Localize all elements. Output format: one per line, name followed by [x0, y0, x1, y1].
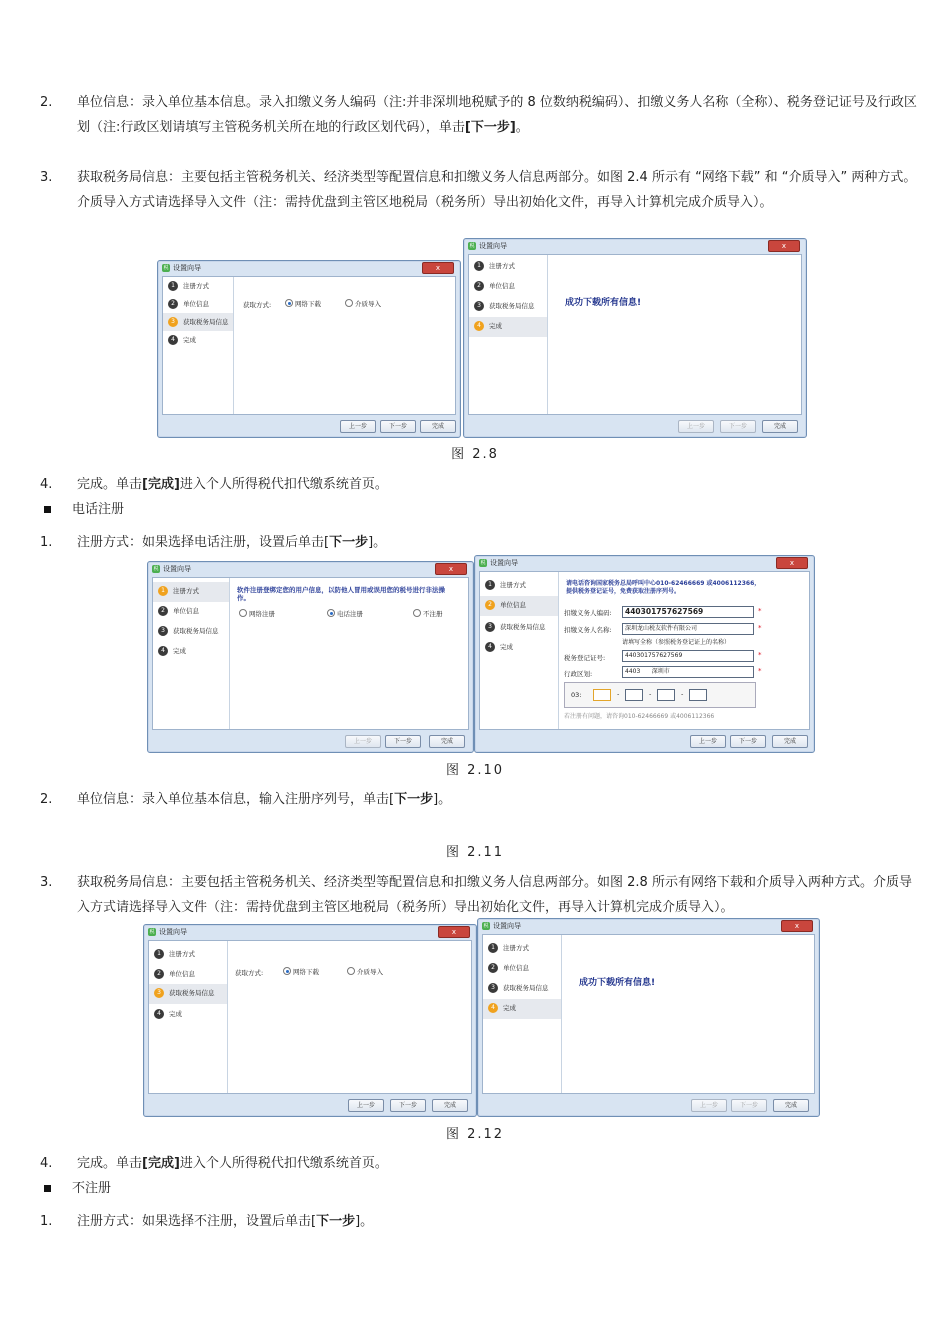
- finish-button[interactable]: 完成: [420, 420, 456, 433]
- paragraph-text: 完成。单击[完成]进入个人所得税代扣代缴系统首页。: [77, 1156, 388, 1171]
- close-button[interactable]: x: [422, 262, 454, 274]
- step-item[interactable]: 1 注册方式: [483, 939, 561, 957]
- step-item[interactable]: 1 注册方式: [163, 277, 233, 295]
- step-item[interactable]: 2 单位信息: [163, 295, 233, 313]
- list-number: 4.: [40, 477, 53, 492]
- dash: -: [649, 690, 652, 698]
- step-item[interactable]: 4 完成: [149, 1005, 227, 1023]
- phone-notice: 请电话咨询国家税务总局呼叫中心010-62466669 或4006112366，提供税务登记证号，免费获取注册序列号。: [566, 580, 761, 595]
- prev-button[interactable]: 上一步: [345, 735, 381, 748]
- radio-no-register[interactable]: 不注册: [413, 609, 443, 618]
- required-marker: *: [758, 624, 762, 632]
- serial-group: [564, 682, 756, 708]
- step-item-active[interactable]: 4 完成: [469, 317, 547, 337]
- title-bar: [478, 919, 819, 933]
- wizard-dialog-unit-info: [474, 555, 815, 753]
- serial-prefix: 03:: [571, 691, 582, 699]
- list-number: 2.: [40, 792, 53, 807]
- app-icon: 税: [153, 566, 159, 572]
- step-item-active[interactable]: 4 完成: [483, 999, 561, 1019]
- step-finish: [40, 472, 920, 497]
- list-number: 4.: [40, 1156, 53, 1171]
- wizard-dialog-fetch-2: [143, 924, 477, 1117]
- fetch-method-label: 获取方式:: [243, 301, 272, 309]
- close-button[interactable]: x: [768, 240, 800, 252]
- step-item[interactable]: 2 单位信息: [483, 959, 561, 977]
- dash: -: [681, 690, 684, 698]
- radio-network-register[interactable]: 网络注册: [239, 609, 275, 618]
- finish-button[interactable]: 完成: [432, 1099, 468, 1112]
- name-label: 扣缴义务人名称:: [564, 626, 612, 634]
- next-button[interactable]: 下一步: [731, 1099, 767, 1112]
- wizard-steps: [149, 941, 228, 1093]
- step-item[interactable]: 2 单位信息: [153, 602, 229, 620]
- section-phone-registration: [40, 497, 240, 522]
- section-heading: 电话注册: [72, 502, 125, 517]
- step-item[interactable]: 1 注册方式: [469, 257, 547, 275]
- next-button[interactable]: 下一步: [380, 420, 416, 433]
- paragraph-text: 注册方式：如果选择电话注册，设置后单击[下一步]。: [77, 535, 387, 550]
- next-button[interactable]: 下一步: [730, 735, 766, 748]
- next-button[interactable]: 下一步: [720, 420, 756, 433]
- step-register-method: [40, 530, 920, 555]
- wizard-dialog-fetch: [157, 260, 461, 438]
- serial-input-3[interactable]: [657, 689, 675, 701]
- dialog-title: 设置向导: [479, 242, 507, 250]
- register-notice: 软件注册登绑定您的用户信息，以防他人冒用或误用您的税号进行非法操作。: [237, 586, 445, 602]
- close-button[interactable]: x: [781, 920, 813, 932]
- radio-media-import[interactable]: 介质导入: [347, 967, 383, 976]
- step-item-active[interactable]: 3 获取税务局信息: [163, 313, 233, 331]
- dialog-title: 设置向导: [493, 922, 521, 930]
- wizard-steps: [469, 255, 548, 414]
- step-fetch-info: [40, 165, 920, 241]
- radio-network-download[interactable]: 网络下载: [283, 967, 319, 976]
- list-number: 1.: [40, 1214, 53, 1229]
- figure-caption: 图 2.10: [445, 763, 505, 778]
- dash: -: [617, 690, 620, 698]
- prev-button[interactable]: 上一步: [691, 1099, 727, 1112]
- prev-button[interactable]: 上一步: [340, 420, 376, 433]
- step-item[interactable]: 2 单位信息: [149, 965, 227, 983]
- fetch-method-label: 获取方式:: [235, 969, 264, 977]
- required-marker: *: [758, 667, 762, 675]
- title-bar: [148, 562, 473, 576]
- dialog-title: 设置向导: [490, 559, 518, 567]
- wizard-dialog-success-2: [477, 918, 820, 1117]
- figure-caption: 图 2.11: [445, 845, 505, 860]
- step-item[interactable]: 2 单位信息: [469, 277, 547, 295]
- finish-button[interactable]: 完成: [762, 420, 798, 433]
- step-item[interactable]: 4 完成: [153, 642, 229, 660]
- step-item[interactable]: 3 获取税务局信息: [153, 622, 229, 640]
- section-no-registration: [40, 1176, 240, 1201]
- tax-id-input[interactable]: 440301757627569: [622, 650, 754, 662]
- required-marker: *: [758, 651, 762, 659]
- wizard-steps: [483, 935, 562, 1093]
- dialog-title: 设置向导: [159, 928, 187, 936]
- list-number: 2.: [40, 95, 53, 110]
- bullet-marker: [44, 506, 51, 513]
- step-item[interactable]: 3 获取税务局信息: [483, 979, 561, 997]
- step-finish-2: [40, 1151, 920, 1176]
- prev-button[interactable]: 上一步: [348, 1099, 384, 1112]
- prev-button[interactable]: 上一步: [690, 735, 726, 748]
- title-bar: [475, 556, 814, 570]
- dialog-title: 设置向导: [163, 565, 191, 573]
- app-icon: 税: [483, 923, 489, 929]
- code-label: 扣缴义务人编码:: [564, 609, 612, 617]
- app-icon: 税: [149, 929, 155, 935]
- prev-button[interactable]: 上一步: [678, 420, 714, 433]
- serial-input-4[interactable]: [689, 689, 707, 701]
- step-item-active[interactable]: 1 注册方式: [153, 582, 229, 602]
- list-number: 3.: [40, 170, 53, 185]
- radio-media-import[interactable]: 介质导入: [345, 299, 381, 308]
- title-bar: [158, 261, 460, 275]
- step-item[interactable]: 4 完成: [480, 638, 558, 656]
- withholder-name-input[interactable]: 深圳龙山税友软件有限公司: [622, 623, 754, 635]
- step-fetch-info-phone: [40, 870, 920, 922]
- region-label: 行政区划:: [564, 670, 593, 678]
- name-hint: 请填写全称（参照税务登记证上的名称）: [622, 639, 731, 646]
- step-item[interactable]: 3 获取税务局信息: [469, 297, 547, 315]
- serial-input-2[interactable]: [625, 689, 643, 701]
- serial-input-1[interactable]: [593, 689, 611, 701]
- finish-button[interactable]: 完成: [772, 735, 808, 748]
- figure-caption: 图 2.8: [451, 447, 499, 462]
- step-item[interactable]: 1 注册方式: [149, 945, 227, 963]
- success-message: 成功下载所有信息!: [579, 978, 656, 988]
- paragraph-text: 单位信息：录入单位基本信息。录入扣缴义务人编码（注:并非深圳地税赋予的 8 位数纳税编码）、扣缴义务人名称（全称）、税务登记证号及行政区划（注:行政区划请填写主管税务机关所在地的行政区划代码），单击[下一步]。: [77, 95, 917, 135]
- dialog-title: 设置向导: [173, 264, 201, 272]
- help-text: 若注册有问题，请咨询010-62466669 或4006112366: [564, 713, 715, 720]
- paragraph-text: 完成。单击[完成]进入个人所得税代扣代缴系统首页。: [77, 477, 388, 492]
- paragraph-text: 单位信息：录入单位基本信息，输入注册序列号，单击[下一步]。: [77, 792, 452, 807]
- finish-button[interactable]: 完成: [773, 1099, 809, 1112]
- paragraph-text: 获取税务局信息：主要包括主管税务机关、经济类型等配置信息和扣缴义务人信息两部分。如图 2.8 所示有网络下载和介质导入两种方式。介质导入方式请选择导入文件（注：需持优盘到主管区地税局（税务所）导出初始化文件，再导入计算机完成介质导入）。: [77, 875, 912, 915]
- section-heading: 不注册: [72, 1181, 112, 1196]
- figure-caption: 图 2.12: [445, 1127, 505, 1142]
- list-number: 1.: [40, 535, 53, 550]
- paragraph-text: 获取税务局信息：主要包括主管税务机关、经济类型等配置信息和扣缴义务人信息两部分。如图 2.4 所示有 “网络下载” 和 “介质导入” 两种方式。介质导入方式请选择导入文件（注：需持优盘到主管区地税局（税务所）导出初始化文件，再导入计算机完成介质导入）。: [77, 170, 917, 210]
- step-unit-info-phone: [40, 787, 920, 812]
- step-item[interactable]: 1 注册方式: [480, 576, 558, 594]
- next-button[interactable]: 下一步: [385, 735, 421, 748]
- title-bar: [144, 925, 476, 939]
- close-button[interactable]: x: [435, 563, 467, 575]
- step-item[interactable]: 4 完成: [163, 331, 233, 349]
- radio-network-download[interactable]: 网络下载: [285, 299, 321, 308]
- wizard-steps: [163, 277, 234, 414]
- list-number: 3.: [40, 875, 53, 890]
- finish-button[interactable]: 完成: [429, 735, 465, 748]
- success-message: 成功下载所有信息!: [565, 298, 642, 308]
- tax-id-label: 税务登记证号:: [564, 654, 606, 662]
- app-icon: 税: [163, 265, 169, 271]
- app-icon: 税: [469, 243, 475, 249]
- close-button[interactable]: x: [776, 557, 808, 569]
- wizard-steps: [480, 572, 559, 729]
- wizard-dialog-register: [147, 561, 474, 753]
- step-unit-info: [40, 90, 920, 142]
- required-marker: *: [758, 607, 762, 615]
- wizard-steps: [153, 578, 230, 729]
- paragraph-text: 注册方式：如果选择不注册，设置后单击[下一步]。: [77, 1214, 374, 1229]
- wizard-dialog-success: [463, 238, 807, 438]
- app-icon: 税: [480, 560, 486, 566]
- step-item-active[interactable]: 3 获取税务局信息: [149, 984, 227, 1004]
- region-select[interactable]: 4403 深圳市: [622, 666, 754, 678]
- step-register-method-none: [40, 1209, 920, 1234]
- radio-phone-register[interactable]: 电话注册: [327, 609, 363, 618]
- title-bar: [464, 239, 806, 253]
- step-item-active[interactable]: 2 单位信息: [480, 596, 558, 616]
- bullet-marker: [44, 1185, 51, 1192]
- next-button[interactable]: 下一步: [390, 1099, 426, 1112]
- close-button[interactable]: x: [438, 926, 470, 938]
- withholder-code-input[interactable]: 440301757627569: [622, 606, 754, 618]
- step-item[interactable]: 3 获取税务局信息: [480, 618, 558, 636]
